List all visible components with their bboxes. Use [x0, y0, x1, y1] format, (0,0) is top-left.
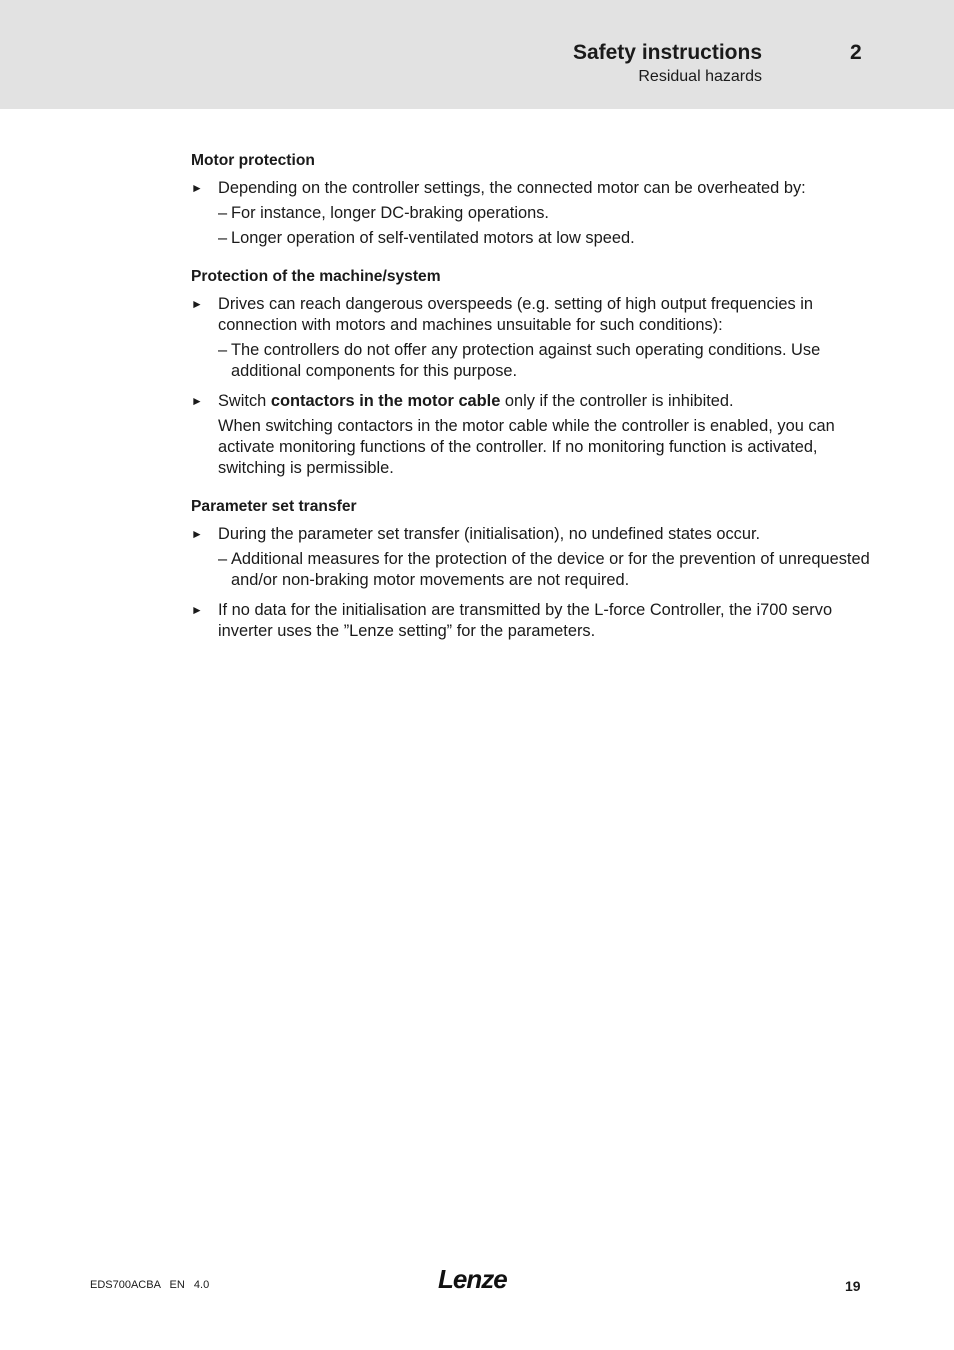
section-heading: Protection of the machine/system	[191, 268, 441, 285]
chapter-number: 2	[850, 41, 862, 64]
bullet-item	[191, 391, 871, 412]
sub-item	[191, 549, 871, 591]
sub-item	[191, 340, 871, 382]
dash-icon: –	[218, 550, 228, 568]
bullet-text: During the parameter set transfer (initialisation), no undefined states occur.	[218, 525, 761, 543]
lenze-logo: Lenze	[438, 1264, 507, 1294]
triangle-right-icon: ►	[191, 603, 203, 617]
page-number: 19	[845, 1278, 861, 1294]
document-id: EDS700ACBA EN 4.0	[90, 1279, 210, 1291]
triangle-right-icon: ►	[191, 527, 203, 541]
machine-protection-section	[191, 266, 871, 479]
paragraph: When switching contactors in the motor cable while the controller is enabled, you can activate monitoring functions of the controller. If no monitoring function is activated, switching is permissible.	[218, 417, 835, 477]
bullet-text-bold: contactors in the motor cable	[270, 392, 501, 410]
page-content	[191, 150, 871, 659]
sub-item	[191, 203, 871, 224]
bullet-item	[191, 294, 871, 336]
dash-icon: –	[218, 341, 228, 359]
sub-text: Longer operation of self-ventilated motors at low speed.	[231, 229, 635, 247]
bullet-text: Depending on the controller settings, the connected motor can be overheated by:	[218, 179, 806, 197]
dash-icon: –	[218, 204, 228, 222]
bullet-text-pre: Switch	[218, 392, 271, 410]
triangle-right-icon: ►	[191, 297, 203, 311]
sub-text: The controllers do not offer any protection against such operating conditions. Use additional components for this purpose.	[231, 341, 821, 380]
triangle-right-icon: ►	[191, 394, 203, 408]
sub-item	[191, 228, 871, 249]
bullet-item	[191, 178, 871, 199]
sub-text: Additional measures for the protection of the device or for the prevention of unrequested and/or non-braking motor movements are not required.	[231, 550, 870, 589]
bullet-item	[191, 524, 871, 545]
motor-protection-section	[191, 150, 871, 249]
chapter-title: Safety instructions	[572, 41, 762, 64]
triangle-right-icon: ►	[191, 181, 203, 195]
sub-text: For instance, longer DC-braking operations.	[231, 204, 549, 222]
section-title: Residual hazards	[638, 68, 762, 85]
bullet-text: If no data for the initialisation are transmitted by the L-force Controller, the i700 servo inverter uses the ”Lenze setting” for the parameters.	[218, 601, 833, 640]
header-band	[0, 0, 954, 109]
bullet-text: Drives can reach dangerous overspeeds (e.g. setting of high output frequencies in connection with motors and machines unsuitable for such conditions):	[218, 295, 813, 334]
parameter-transfer-section	[191, 496, 871, 642]
dash-icon: –	[218, 229, 228, 247]
section-heading: Motor protection	[191, 152, 315, 169]
bullet-text-post: only if the controller is inhibited.	[500, 392, 734, 410]
bullet-item	[191, 600, 871, 642]
section-heading: Parameter set transfer	[191, 498, 357, 515]
